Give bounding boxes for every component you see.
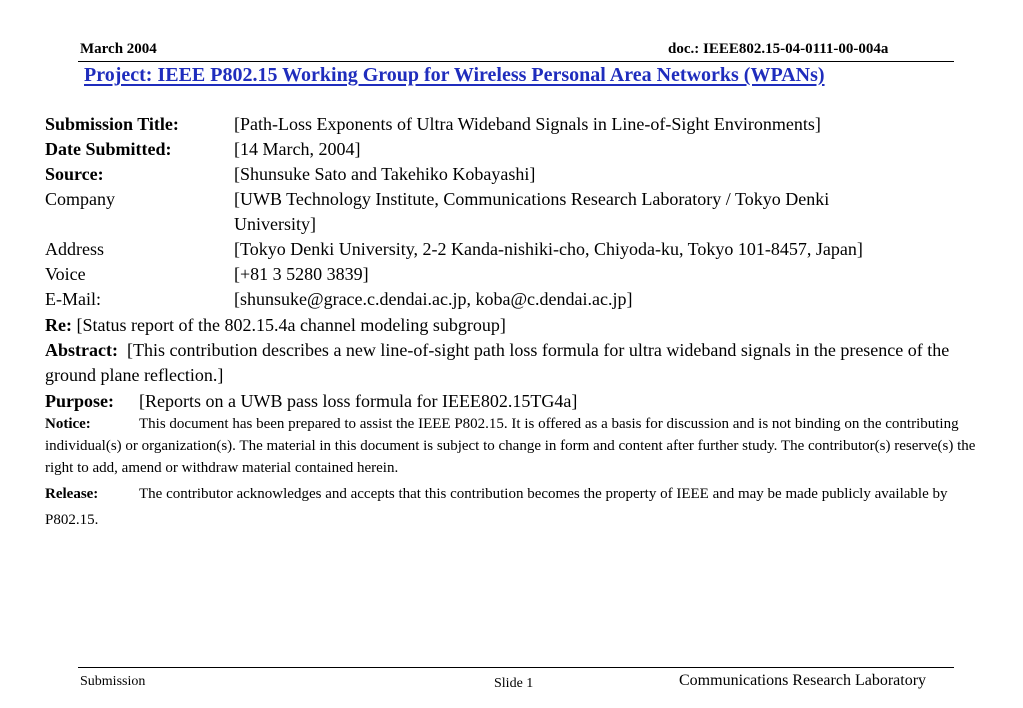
release-value: The contributor acknowledges and accepts that this contribution becomes the property of IEEE and may be made publicly available by P802.15.: [45, 486, 948, 528]
source-value: [Shunsuke Sato and Takehiko Kobayashi]: [234, 164, 536, 184]
address-label: Address: [45, 239, 104, 259]
release-label: Release:: [45, 486, 99, 502]
submission-title-value: [Path-Loss Exponents of Ultra Wideband Signals in Line-of-Sight Environments]: [234, 114, 821, 134]
purpose-label: Purpose:: [45, 391, 114, 411]
notice-label: Notice:: [45, 416, 91, 432]
header-divider: [78, 61, 954, 62]
voice-value: [+81 3 5280 3839]: [234, 264, 369, 284]
abstract-paragraph: [45, 338, 980, 388]
abstract-value: [This contribution describes a new line-of-sight path loss formula for ultra wideband signals in the presence of the ground plane reflection.]: [45, 340, 950, 385]
re-label: Re:: [45, 315, 72, 335]
date-submitted-label: Date Submitted:: [45, 139, 172, 159]
address-value: [Tokyo Denki University, 2-2 Kanda-nishiki-cho, Chiyoda-ku, Tokyo 101-8457, Japan]: [234, 239, 863, 259]
footer-slide-number: Slide 1: [494, 676, 534, 691]
date-submitted-value: [14 March, 2004]: [234, 139, 361, 159]
project-title: Project: IEEE P802.15 Working Group for Wireless Personal Area Networks (WPANs): [84, 64, 825, 86]
company-label: Company: [45, 189, 115, 209]
company-value-line1: [UWB Technology Institute, Communications Research Laboratory / Tokyo Denki: [234, 189, 830, 209]
footer-submission: Submission: [80, 674, 146, 689]
header-doc-id: doc.: IEEE802.15-04-0111-00-004a: [668, 41, 889, 57]
footer-divider: [78, 667, 954, 668]
footer-organization: Communications Research Laboratory: [679, 672, 927, 689]
abstract-label: Abstract:: [45, 340, 118, 360]
notice-value: This document has been prepared to assist the IEEE P802.15. It is offered as a basis for discussion and is not binding on the contributing individual(s) or organization(s). The material in this document is subject to change in form and content after further study. The contributor(s) reserve(s) the right to add, amend or withdraw material contained herein.: [45, 416, 976, 476]
source-label: Source:: [45, 164, 104, 184]
voice-label: Voice: [45, 264, 86, 284]
company-value-line2: University]: [234, 214, 316, 234]
re-value: [Status report of the 802.15.4a channel modeling subgroup]: [76, 315, 506, 335]
notice-paragraph: [45, 413, 985, 479]
re-row: [45, 313, 506, 337]
purpose-value: [Reports on a UWB pass loss formula for IEEE802.15TG4a]: [139, 391, 578, 411]
purpose-row: [45, 389, 577, 413]
email-label: E-Mail:: [45, 289, 101, 309]
release-paragraph: [45, 481, 985, 533]
submission-title-label: Submission Title:: [45, 114, 179, 134]
email-value: [shunsuke@grace.c.dendai.ac.jp, koba@c.dendai.ac.jp]: [234, 289, 633, 309]
header-date: March 2004: [80, 41, 157, 57]
